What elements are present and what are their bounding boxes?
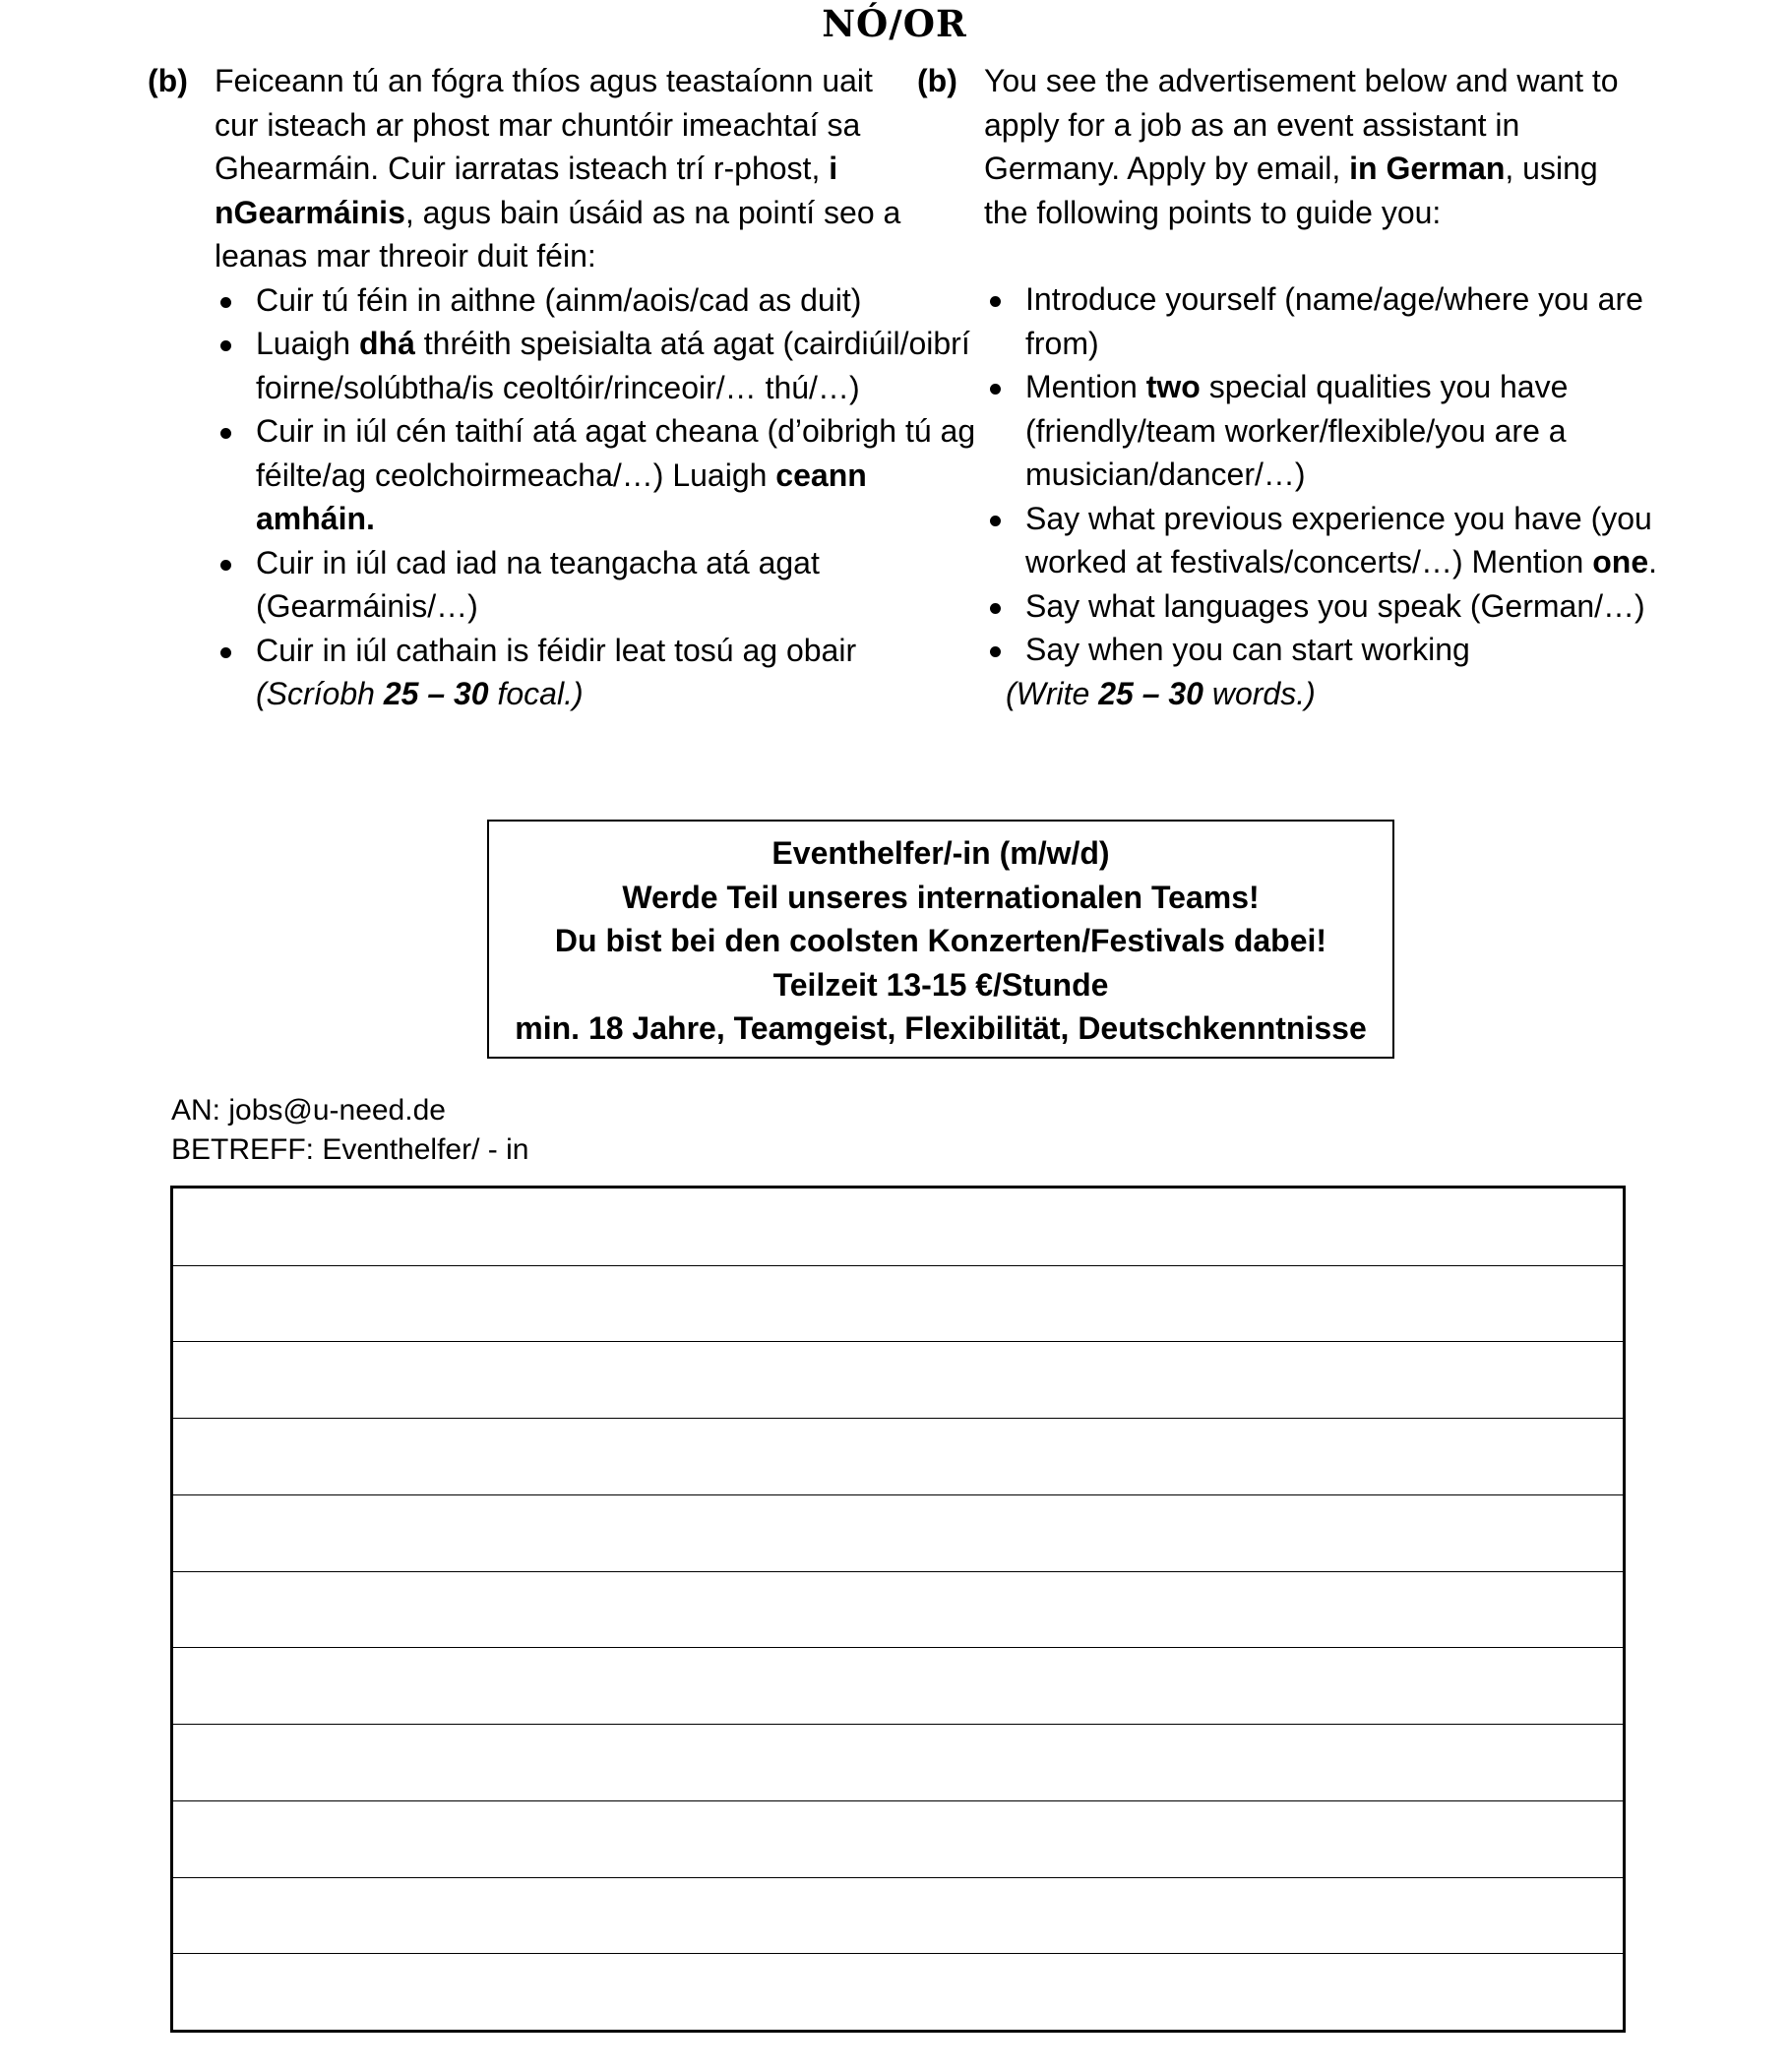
ad-line: min. 18 Jahre, Teamgeist, Flexibilität, Deutschkenntnisse [515,1010,1367,1046]
job-advertisement [487,820,1394,1059]
word-count-note: (Write 25 – 30 words.) [1006,675,1316,711]
answer-line [173,1494,1623,1495]
list-item: Introduce yourself (name/age/where you are from) [984,277,1712,365]
page-title: NÓ/OR [822,2,967,45]
word-count-note: (Scríobh 25 – 30 focal.) [256,676,584,711]
answer-line [173,1571,1623,1572]
list-item: Cuir in iúl cad iad na teangacha atá agat (Gearmáinis/…) [215,541,982,629]
bullet-icon [220,340,231,351]
english-instructions [917,59,1657,715]
answer-line [173,1418,1623,1419]
english-intro [917,59,1645,234]
list-item: Luaigh dhá thréith speisialta atá agat (cairdiúil/oibrí foirne/solúbtha/is ceoltóir/rinceoir/… thú/…) [215,322,982,409]
list-item: Cuir in iúl cathain is féidir leat tosú ag obair [215,629,982,673]
bullet-icon [990,603,1001,614]
english-intro-bold: in German [1349,151,1506,186]
bullet-icon [990,646,1001,657]
ad-line: Werde Teil unseres internationalen Teams! [622,879,1260,915]
english-intro-text-end: , using the following points to guide you: [984,151,1598,230]
spacer [917,234,1645,277]
bullet-icon [220,560,231,571]
english-bullet-list [984,277,1712,672]
answer-line [173,1800,1623,1801]
bullet-icon [220,428,231,439]
bullet-icon [990,296,1001,307]
email-subject: BETREFF: Eventhelfer/ - in [171,1133,529,1166]
list-item: Say what previous experience you have (you worked at festivals/concerts/…) Mention one. [984,497,1712,584]
list-item: Mention two special qualities you have (friendly/team worker/flexible/you are a musician/dancer/…) [984,365,1712,497]
answer-line [173,1647,1623,1648]
email-to: AN: jobs@u-need.de [171,1094,446,1127]
bullet-icon [990,384,1001,395]
answer-writing-area[interactable] [170,1186,1626,2033]
answer-line [173,1877,1623,1878]
bullet-icon [220,297,231,308]
ad-title: Eventhelfer/-in (m/w/d) [771,835,1110,871]
bullet-icon [220,647,231,658]
email-header [171,1091,528,1170]
irish-bullet-list [215,278,982,716]
list-item: Cuir in iúl cén taithí atá agat cheana (d’oibrigh tú ag féilte/ag ceolchoirmeacha/…) Luaigh ceann amháin. [215,409,982,541]
answer-line [173,1265,1623,1266]
irish-instructions [148,59,976,716]
part-label: (b) [917,63,957,98]
answer-line [173,1341,1623,1342]
ad-line: Teilzeit 13-15 €/Stunde [772,966,1109,1003]
irish-intro-bold: i nGearmáinis [215,151,838,230]
answer-line [173,1724,1623,1725]
ad-line: Du bist bei den coolsten Konzerten/Festivals dabei! [554,923,1327,958]
part-label: (b) [148,63,188,98]
answer-line [173,1953,1623,1954]
irish-intro-text: Feiceann tú an fógra thíos agus teastaíonn uait cur isteach ar phost mar chuntóir imeachtaí sa Ghearmáin. Cuir iarratas isteach trí r-phost, [215,63,873,186]
list-item: Cuir tú féin in aithne (ainm/aois/cad as duit) [215,278,982,323]
list-item: Say when you can start working [984,628,1712,672]
bullet-icon [990,516,1001,526]
list-item: Say what languages you speak (German/…) [984,584,1712,629]
irish-intro-text-end: , agus bain úsáid as na pointí seo a leanas mar threoir duit féin: [215,194,901,274]
english-intro-text: You see the advertisement below and want to apply for a job as an event assistant in Germany. Apply by email, [984,63,1619,186]
irish-intro [148,59,915,278]
